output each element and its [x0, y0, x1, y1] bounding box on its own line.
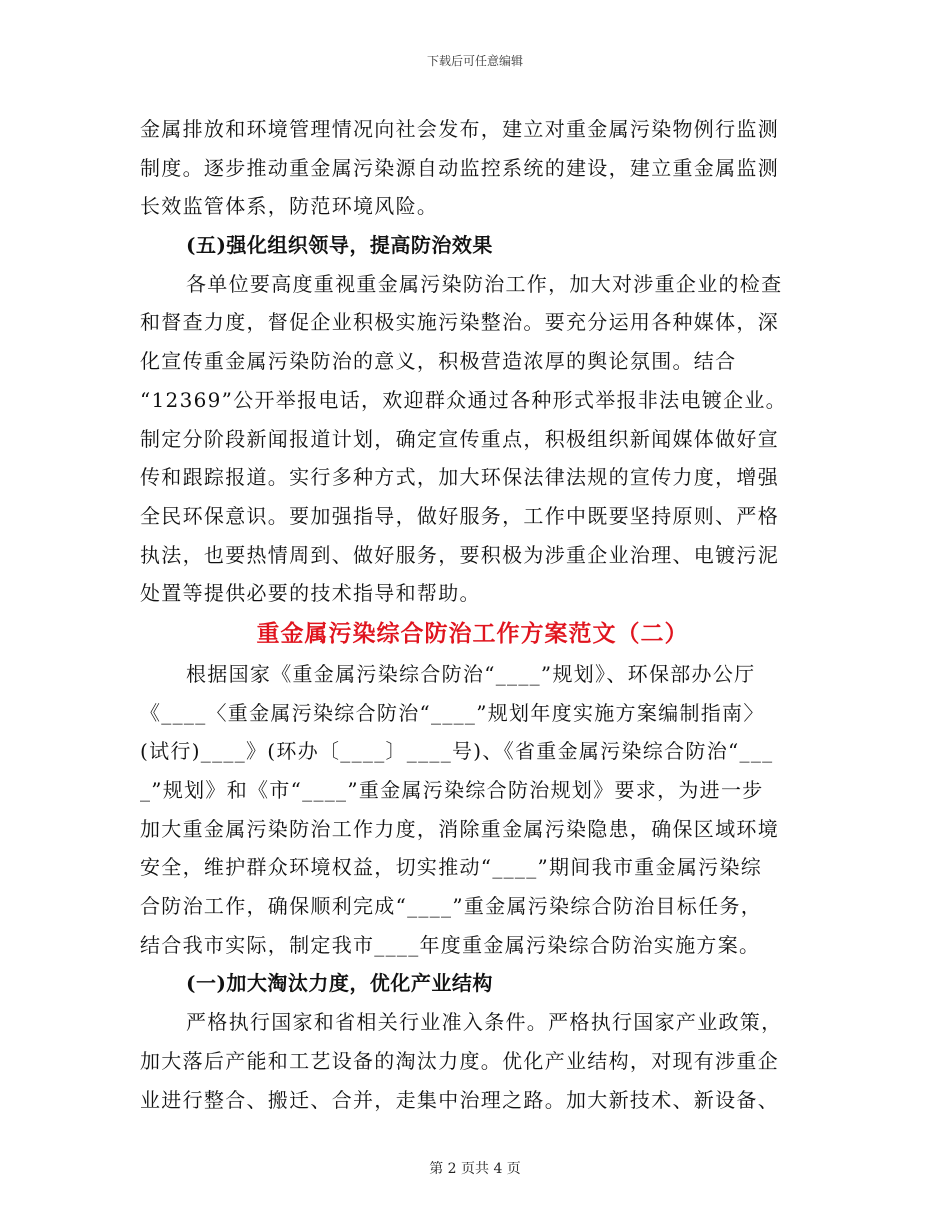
- paragraph-line: 和督查力度，督促企业积极实施污染整治。要充分运用各种媒体，深: [140, 310, 779, 335]
- paragraph-line: 传和跟踪报道。实行多种方式，加大环保法律法规的宣传力度，增强: [140, 465, 779, 490]
- paragraph-line: 化宣传重金属污染防治的意义，积极营造浓厚的舆论氛围。结合: [140, 349, 737, 374]
- paragraph-line: 处置等提供必要的技术指导和帮助。: [140, 581, 481, 606]
- paragraph-line: _”规划》和《市“____”重金属污染综合防治规划》要求，为进一步: [140, 778, 764, 802]
- paragraph-line: 结合我市实际，制定我市____年度重金属污染综合防治实施方案。: [140, 932, 761, 957]
- paragraph-line: 严格执行国家和省相关行业准入条件。严格执行国家产业政策，: [186, 1010, 783, 1035]
- paragraph-line: 安全，维护群众环境权益，切实推动“____”期间我市重金属污染综: [140, 855, 763, 880]
- paragraph-line: 制定分阶段新闻报道计划，确定宣传重点，积极组织新闻媒体做好宣: [140, 426, 779, 451]
- paragraph-line: 长效监管体系，防范环境风险。: [140, 194, 439, 219]
- paragraph-line: (试行)____》(环办〔____〕____号)、《省重金属污染综合防治“___: [140, 739, 774, 764]
- paragraph-line: “12369”公开举报电话，欢迎群众通过各种形式举报非法电镀企业。: [140, 387, 787, 412]
- page-footer: 第 2 页共 4 页: [429, 1161, 521, 1177]
- document-title: 重金属污染综合防治工作方案范文（二）: [256, 619, 689, 647]
- paragraph-line: 业进行整合、搬迁、合并，走集中治理之路。加大新技术、新设备、: [140, 1087, 779, 1112]
- page-header: 下载后可任意编辑: [426, 54, 523, 68]
- paragraph-line: 制度。逐步推动重金属污染源自动监控系统的建设，建立重金属监测: [140, 155, 779, 180]
- paragraph-line: 金属排放和环境管理情况向社会发布，建立对重金属污染物例行监测: [140, 117, 779, 141]
- paragraph-line: 各单位要高度重视重金属污染防治工作，加大对涉重企业的检查: [186, 271, 783, 296]
- paragraph-line: 根据国家《重金属污染综合防治“____”规划》、环保部办公厅: [186, 661, 756, 686]
- document-body: [140, 110, 805, 1119]
- paragraph-line: 《____〈重金属污染综合防治“____”规划年度实施方案编制指南〉: [140, 700, 765, 725]
- paragraph-line: 加大重金属污染防治工作力度，消除重金属污染隐患，确保区域环境: [140, 816, 779, 841]
- section-heading-5: (五)强化组织领导，提高防治效果: [186, 233, 493, 258]
- paragraph-line: 执法，也要热情周到、做好服务，要积极为涉重企业治理、电镀污泥: [140, 542, 779, 567]
- paragraph-line: 全民环保意识。要加强指导，做好服务，工作中既要坚持原则、严格: [140, 503, 779, 528]
- paragraph-line: 合防治工作，确保顺利完成“____”重金属污染综合防治目标任务，: [140, 894, 763, 919]
- section-heading-1: (一)加大淘汰力度，优化产业结构: [186, 971, 493, 996]
- paragraph-line: 加大落后产能和工艺设备的淘汰力度。优化产业结构，对现有涉重企: [140, 1048, 779, 1073]
